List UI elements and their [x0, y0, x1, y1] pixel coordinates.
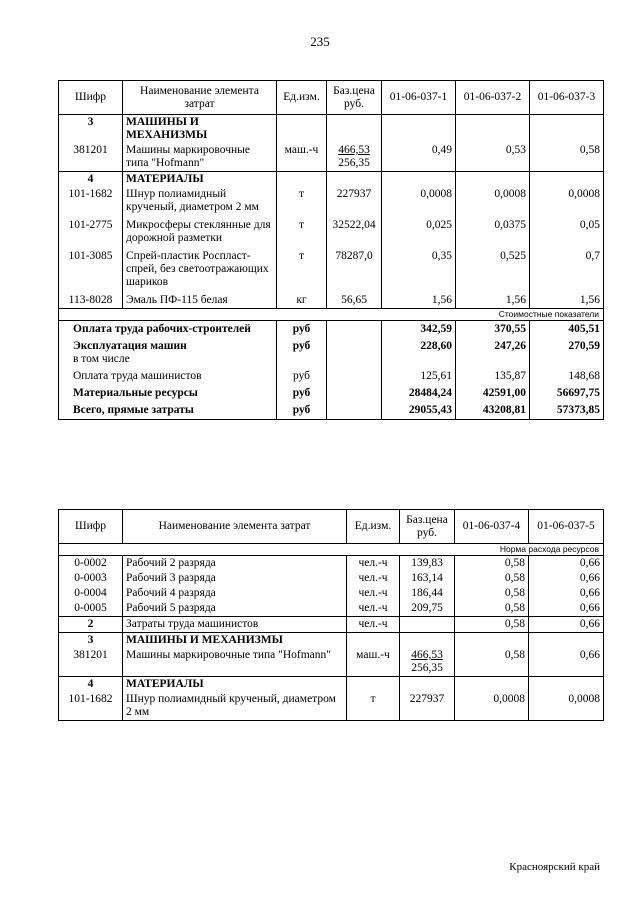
norm-value: 0,53 [456, 143, 530, 172]
norm-value: 0,0008 [529, 692, 604, 721]
total-row [59, 368, 604, 385]
section-header-row [59, 633, 604, 649]
col-header-price: Баз.цена руб. [400, 510, 455, 544]
section-title: МАШИНЫ И МЕХАНИЗМЫ [123, 633, 347, 649]
norm-value: 0,58 [455, 648, 529, 677]
col-header-name: Наименование элемента затрат [123, 81, 277, 115]
resource-unit: т [277, 187, 327, 215]
col-header-norm: 01-06-037-3 [530, 81, 604, 115]
norm-value: 0,66 [529, 617, 604, 633]
total-value: 28484,24 [382, 385, 456, 402]
resource-code: 113-8028 [59, 290, 123, 309]
section-header-row [59, 677, 604, 693]
resource-unit: маш.-ч [277, 143, 327, 172]
col-header-norm: 01-06-037-5 [529, 510, 604, 544]
total-row [59, 402, 604, 420]
resource-name: Затраты труда машинистов [123, 617, 347, 633]
table-header-row [59, 81, 604, 115]
price-value: 466,53 [411, 649, 443, 661]
norm-value: 0,525 [456, 246, 530, 290]
resource-norm-label: Норма расхода ресурсов [59, 544, 604, 556]
norm-value: 0,58 [455, 601, 529, 617]
resource-unit: чел.-ч [347, 571, 400, 586]
subheader-row [59, 544, 604, 556]
resource-price: 227937 [327, 187, 382, 215]
norm-value: 0,0008 [382, 187, 456, 215]
total-name-text: Эксплуатация машин [73, 340, 187, 352]
resource-code: 101-1682 [59, 187, 123, 215]
total-value: 270,59 [530, 338, 604, 368]
resource-price: 227937 [400, 692, 455, 721]
norm-value: 0,7 [530, 246, 604, 290]
total-row [59, 385, 604, 402]
total-row [59, 338, 604, 368]
col-header-code: Шифр [59, 81, 123, 115]
total-name: Оплата труда машинистов [59, 368, 277, 385]
resource-price: 139,83 [400, 556, 455, 572]
total-value: 228,60 [382, 338, 456, 368]
total-name: Материальные ресурсы [59, 385, 277, 402]
cost-indicators-label: Стоимостные показатели [59, 309, 604, 321]
section-code: 4 [59, 172, 123, 188]
resource-unit: кг [277, 290, 327, 309]
resource-code: 381201 [59, 648, 123, 677]
resource-unit: чел.-ч [347, 556, 400, 572]
resource-name: Эмаль ПФ-115 белая [123, 290, 277, 309]
section-header-row [59, 172, 604, 188]
norm-value: 1,56 [382, 290, 456, 309]
resource-name: Рабочий 5 разряда [123, 601, 347, 617]
norm-value: 0,0375 [456, 215, 530, 246]
price-value-secondary: 256,35 [338, 157, 370, 169]
resource-unit: чел.-ч [347, 617, 400, 633]
resource-name: Рабочий 2 разряда [123, 556, 347, 572]
norm-value: 0,58 [455, 556, 529, 572]
table-row [59, 648, 604, 677]
resource-code: 0-0003 [59, 571, 123, 586]
resource-unit: чел.-ч [347, 586, 400, 601]
region-footer: Красноярский край [509, 861, 600, 873]
table-header-row [59, 510, 604, 544]
resource-name: Рабочий 3 разряда [123, 571, 347, 586]
section-title: МАШИНЫ И МЕХАНИЗМЫ [123, 115, 277, 144]
resource-name: Спрей-пластик Роспласт-спрей, без светоотражающих шариков [123, 246, 277, 290]
norm-value: 0,66 [529, 648, 604, 677]
norm-value: 0,025 [382, 215, 456, 246]
resource-table-2 [58, 509, 604, 721]
table-row [59, 556, 604, 572]
col-header-unit: Ед.изм. [277, 81, 327, 115]
norm-value: 1,56 [530, 290, 604, 309]
total-value: 42591,00 [456, 385, 530, 402]
resource-unit: т [277, 215, 327, 246]
total-unit: руб [277, 368, 327, 385]
resource-name: Шнур полиамидный крученый, диаметром 2 мм [123, 187, 277, 215]
total-value: 135,87 [456, 368, 530, 385]
norm-value: 0,58 [455, 586, 529, 601]
resource-price: 186,44 [400, 586, 455, 601]
price-value-secondary: 256,35 [411, 662, 443, 674]
table-row [59, 215, 604, 246]
resource-unit: т [277, 246, 327, 290]
table-row [59, 692, 604, 721]
table-row [59, 246, 604, 290]
norm-value: 0,66 [529, 601, 604, 617]
table-row [59, 617, 604, 633]
total-value: 370,55 [456, 321, 530, 339]
norm-value: 0,66 [529, 586, 604, 601]
norm-value: 0,0008 [455, 692, 529, 721]
norm-value: 0,58 [455, 571, 529, 586]
norm-value: 0,35 [382, 246, 456, 290]
section-title: МАТЕРИАЛЫ [123, 172, 277, 188]
resource-unit: чел.-ч [347, 601, 400, 617]
norm-value: 0,58 [455, 617, 529, 633]
resource-unit: т [347, 692, 400, 721]
table-row [59, 187, 604, 215]
table-row [59, 601, 604, 617]
total-value: 43208,81 [456, 402, 530, 420]
resource-price [327, 143, 382, 172]
table-row [59, 143, 604, 172]
resource-price: 56,65 [327, 290, 382, 309]
resource-code: 0-0005 [59, 601, 123, 617]
resource-name: Рабочий 4 разряда [123, 586, 347, 601]
resource-price: 78287,0 [327, 246, 382, 290]
resource-code: 101-3085 [59, 246, 123, 290]
total-unit: руб [277, 321, 327, 339]
col-header-norm: 01-06-037-4 [455, 510, 529, 544]
section-title: МАТЕРИАЛЫ [123, 677, 347, 693]
resource-code: 381201 [59, 143, 123, 172]
section-code: 4 [59, 677, 123, 693]
resource-name: Шнур полиамидный крученый, диаметром 2 мм [123, 692, 347, 721]
total-unit: руб [277, 402, 327, 420]
total-row [59, 321, 604, 339]
section-code: 3 [59, 115, 123, 144]
total-value: 342,59 [382, 321, 456, 339]
total-value: 125,61 [382, 368, 456, 385]
col-header-price: Баз.цена руб. [327, 81, 382, 115]
total-value: 29055,43 [382, 402, 456, 420]
resource-name: Машины маркировочные типа "Hofmann" [123, 648, 347, 677]
col-header-norm: 01-06-037-1 [382, 81, 456, 115]
resource-code: 0-0002 [59, 556, 123, 572]
subheader-row [59, 309, 604, 321]
resource-name: Микросферы стеклянные для дорожной разметки [123, 215, 277, 246]
norm-value: 0,0008 [530, 187, 604, 215]
resource-name: Машины маркировочные типа "Hofmann" [123, 143, 277, 172]
col-header-name: Наименование элемента затрат [123, 510, 347, 544]
table-row [59, 586, 604, 601]
norm-value: 0,58 [530, 143, 604, 172]
total-value: 57373,85 [530, 402, 604, 420]
total-value: 247,26 [456, 338, 530, 368]
total-unit: руб [277, 385, 327, 402]
total-name [59, 338, 277, 368]
norm-value: 0,05 [530, 215, 604, 246]
norm-value: 0,66 [529, 556, 604, 572]
col-header-unit: Ед.изм. [347, 510, 400, 544]
total-value: 148,68 [530, 368, 604, 385]
total-value: 405,51 [530, 321, 604, 339]
col-header-code: Шифр [59, 510, 123, 544]
col-header-norm: 01-06-037-2 [456, 81, 530, 115]
table-row [59, 290, 604, 309]
resource-table-1 [58, 80, 604, 420]
section-header-row [59, 115, 604, 144]
resource-code: 101-2775 [59, 215, 123, 246]
total-value: 56697,75 [530, 385, 604, 402]
total-name: Оплата труда рабочих-строителей [59, 321, 277, 339]
resource-code: 0-0004 [59, 586, 123, 601]
resource-unit: маш.-ч [347, 648, 400, 677]
resource-price: 209,75 [400, 601, 455, 617]
resource-price: 163,14 [400, 571, 455, 586]
norm-value: 0,66 [529, 571, 604, 586]
resource-price [400, 648, 455, 677]
norm-value: 1,56 [456, 290, 530, 309]
total-name: Всего, прямые затраты [59, 402, 277, 420]
section-code: 3 [59, 633, 123, 649]
resource-price: 32522,04 [327, 215, 382, 246]
page-number: 235 [310, 34, 330, 49]
total-note: в том числе [73, 353, 130, 365]
total-unit: руб [277, 338, 327, 368]
resource-code: 101-1682 [59, 692, 123, 721]
price-value: 466,53 [338, 144, 370, 156]
norm-value: 0,0008 [456, 187, 530, 215]
table-row [59, 571, 604, 586]
resource-code: 2 [59, 617, 123, 633]
norm-value: 0,49 [382, 143, 456, 172]
